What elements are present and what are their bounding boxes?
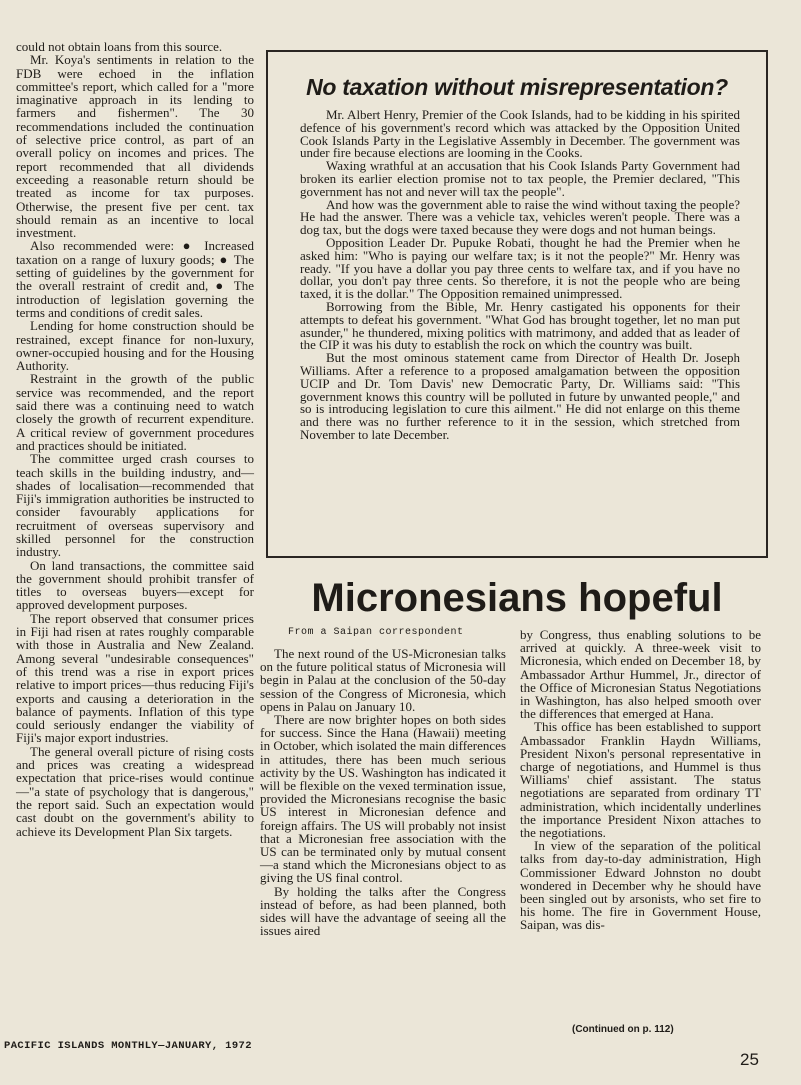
page-number: 25: [740, 1050, 759, 1069]
article-paragraph: By holding the talks after the Congress instead of before, as had been planned, both sides will have the advantage of seeing all the issues aired: [260, 883, 506, 939]
left-column-paragraph: Mr. Koya's sentiments in relation to the FDB were echoed in the inflation committee's report, which called for a "more imaginative approach in its lending to farmers and fishermen". The 30 recommendations included the continuation of selective price control, as part of an overall policy on incomes and prices. The report recommended that all dividends exceeding a reasonable return should be treated as income for tax purposes. Otherwise, the present five per cent. tax should remain as an incentive to local investment.: [16, 52, 254, 241]
boxed-article-paragraph: Waxing wrathful at an accusation that his Cook Islands Party Government had broken its earlier election promise not to tax people, the Premier declared, "This government has not and never will tax the people".: [300, 158, 740, 199]
left-column-paragraph: Restraint in the growth of the public service was recommended, and the report said there was a continuing need to watch closely the growth of recurrent expenditure. A critical review of government procedures and practices should be initiated.: [16, 371, 254, 453]
left-column-paragraph: On land transactions, the committee said the government should prohibit transfer of titles to overseas buyers—except for approved development purposes.: [16, 557, 254, 613]
boxed-article-paragraph: Borrowing from the Bible, Mr. Henry castigated his opponents for their attempts to defeat his government. "What God has brought together, let no man put asunder," he thundered, mixing politics with matrimony, and added that as leader of the CIP it was his duty to establish the rock on which the country was built.: [300, 298, 740, 353]
boxed-article-body: [300, 109, 740, 442]
article-paragraph: This office has been established to support Ambassador Franklin Haydn Williams, President Nixon's personal representative in charge of negotiations, and Hummel is thus Williams' chief assistant. The status negotiations are separated from ordinary TT administration, which incidentally underlines the importance President Nixon attaches to the negotiations.: [520, 719, 761, 841]
article-paragraph: The next round of the US-Micronesian talks on the future political status of Micronesia will begin in Palau at the conclusion of the 50-day session of the Congress of Micronesia, which opens in Palau on January 10.: [260, 646, 506, 714]
left-column-paragraph: The committee urged crash courses to teach skills in the building industry, and—shades of localisation—recommended that Fiji's immigration authorities be instructed to consider favourably applications for recruitment of overseas supervisory and skilled personnel for the construction industry.: [16, 451, 254, 560]
article-paragraph: In view of the separation of the political talks from day-to-day administration, High Commissioner Edward Johnston no doubt wondered in December why he should have been singled out by arsonists, who set fire to his home. The fire in Government House, Saipan, was dis-: [520, 838, 761, 933]
boxed-article-title: No taxation without misrepresentation?: [306, 74, 728, 100]
boxed-article-paragraph: And how was the government able to raise the wind without taxing the people? He had the answer. There was a vehicle tax, vehicles weren't people. There was a dog tax, but the dogs were taxed because they were dogs and not human beings.: [300, 196, 740, 238]
page-footer: PACIFIC ISLANDS MONTHLY—JANUARY, 1972: [4, 1040, 252, 1052]
article-right-column: [520, 628, 761, 932]
left-column-paragraph: The general overall picture of rising costs and prices was creating a widespread expectation that price-rises would continue—"a state of psychology that is dangerous," the report said. Such an expectation would cast doubt on the government's ability to achieve its Development Plan Six targets.: [16, 743, 254, 839]
left-column-paragraph: could not obtain loans from this source.: [16, 39, 223, 54]
left-column-paragraph: The report observed that consumer prices in Fiji had risen at rates roughly comparable with those in Australia and New Zealand. Among several "undesirable consequences" of this trend was a rise in export prices relative to import prices—thus reducing Fiji's exports and causing a deterioration in the balance of payments. Inflation of this type could seriously endanger the viability of Fiji's major export industries.: [16, 610, 254, 746]
left-column-paragraph: Lending for home construction should be restrained, except finance for non-luxury, owner-occupied housing and for the Housing Authority.: [16, 318, 254, 374]
continued-notice: (Continued on p. 112): [572, 1024, 674, 1035]
boxed-article: [266, 50, 768, 558]
left-column: [16, 40, 254, 838]
article-paragraph: by Congress, thus enabling solutions to be arrived at quickly. A three-week visit to Micronesia, which ended on December 18, by Ambassador Arthur Hummel, Jr., director of the Office of Micronesian Status Negotiations in Washington, has also helped smooth over the differences that emerged at Hana.: [520, 627, 761, 722]
article-headline: Micronesians hopeful: [311, 576, 723, 620]
article-byline: From a Saipan correspondent: [288, 627, 464, 638]
left-column-paragraph: Also recommended were: ● Increased taxation on a range of luxury goods; ● The setting of guidelines by the government for the overall restraint of credit and, ● The introduction of legislation governing the terms and conditions of credit sales.: [16, 238, 254, 320]
article-paragraph: There are now brighter hopes on both sides for success. Since the Hana (Hawaii) meeting in October, which isolated the main differences in attitudes, there has been much serious activity by the US. Washington has indicated it will be flexible on the vexed termination issue, provided the Micronesians recognise the basic US interest in Micronesian defence and foreign affairs. The US will probably not insist that a Micronesian free association with the US can be terminated only by mutual consent—a stand which the Micronesians object to as giving the US final control.: [260, 712, 506, 886]
boxed-article-paragraph: Opposition Leader Dr. Pupuke Robati, thought he had the Premier when he asked him: "Who is paying our welfare tax; is it not the people?" Mr. Henry was ready. "If you have a dollar you pay three cents to welfare tax, and if you have no dollar, you don't pay three cents. So therefore, it is not the people who are being taxed, it is the dollar." The Opposition remained unimpressed.: [300, 234, 740, 302]
boxed-article-paragraph: Mr. Albert Henry, Premier of the Cook Islands, had to be kidding in his spirited defence of his government's record which was attacked by the Opposition United Cook Islands Party in the Legislative Assembly in December. The government was under fire because elections are looming in the Cooks.: [300, 107, 740, 161]
boxed-article-paragraph: But the most ominous statement came from Director of Health Dr. Joseph Williams. After a reference to a proposed amalgamation between the opposition UCIP and Dr. Tom Davis' new Democratic Party, Dr. Williams said: "This government knows this country will be polluted in future by unwanted people," and so is introducing legislation to cure this ailment." He did not enlarge on this theme and there was no further reference to it in the session, which stretched from November to late December.: [300, 350, 740, 442]
article-middle-column: [260, 647, 506, 937]
